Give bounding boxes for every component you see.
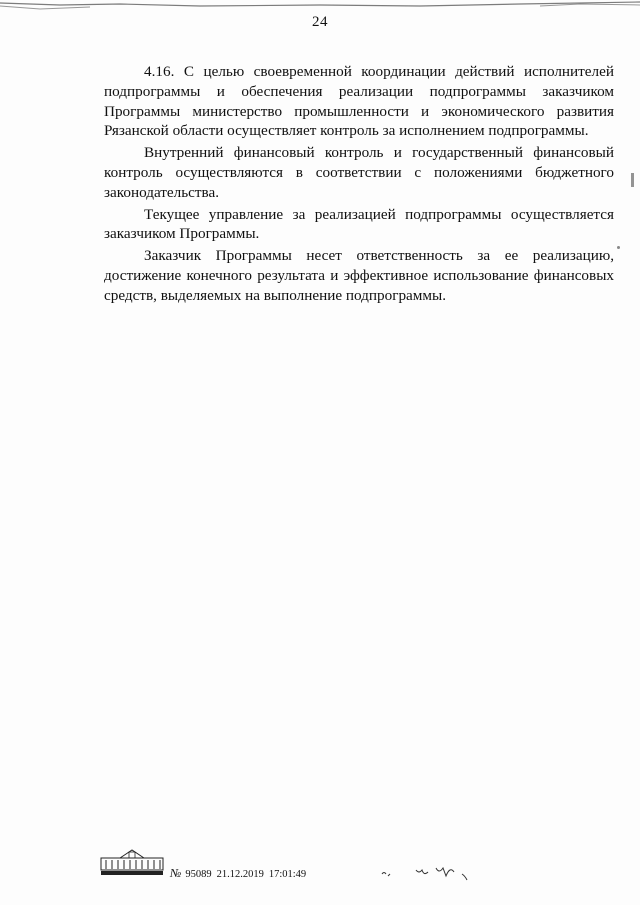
document-body: [104, 62, 614, 308]
page-number: 24: [312, 14, 328, 30]
paragraph-4-16: 4.16. С целью своевременной координации действий исполнителей подпрограммы и обеспечения реализации подпрограммы заказчиком Программы министерство промышленности и экономического развития Рязанской области осуществляет контроль за исполнением подпрограммы.: [104, 63, 614, 140]
registration-symbol: №: [170, 866, 182, 880]
registration-stamp: [170, 866, 306, 881]
margin-scan-mark: [631, 173, 634, 187]
registration-number: 95089: [185, 869, 212, 880]
paragraph-current-management: Текущее управление за реализацией подпрограммы осуществляется заказчиком Программы.: [104, 205, 614, 243]
scan-edge-artifact: [0, 0, 640, 14]
building-seal-icon: [100, 848, 164, 876]
paragraph-financial-control: Внутренний финансовый контроль и государственный финансовый контроль осуществляются в соответствии с положениями бюджетного законодательства.: [104, 144, 614, 201]
registration-time: 17:01:49: [268, 869, 307, 880]
signature-scribble: [378, 858, 488, 886]
registration-date: 21.12.2019: [216, 869, 264, 880]
margin-scan-dot: [617, 246, 620, 249]
paragraph-responsibility: Заказчик Программы несет ответственность за ее реализацию, достижение конечного результата и эффективное использование финансовых средств, выделяемых на выполнение подпрограммы.: [104, 247, 614, 304]
